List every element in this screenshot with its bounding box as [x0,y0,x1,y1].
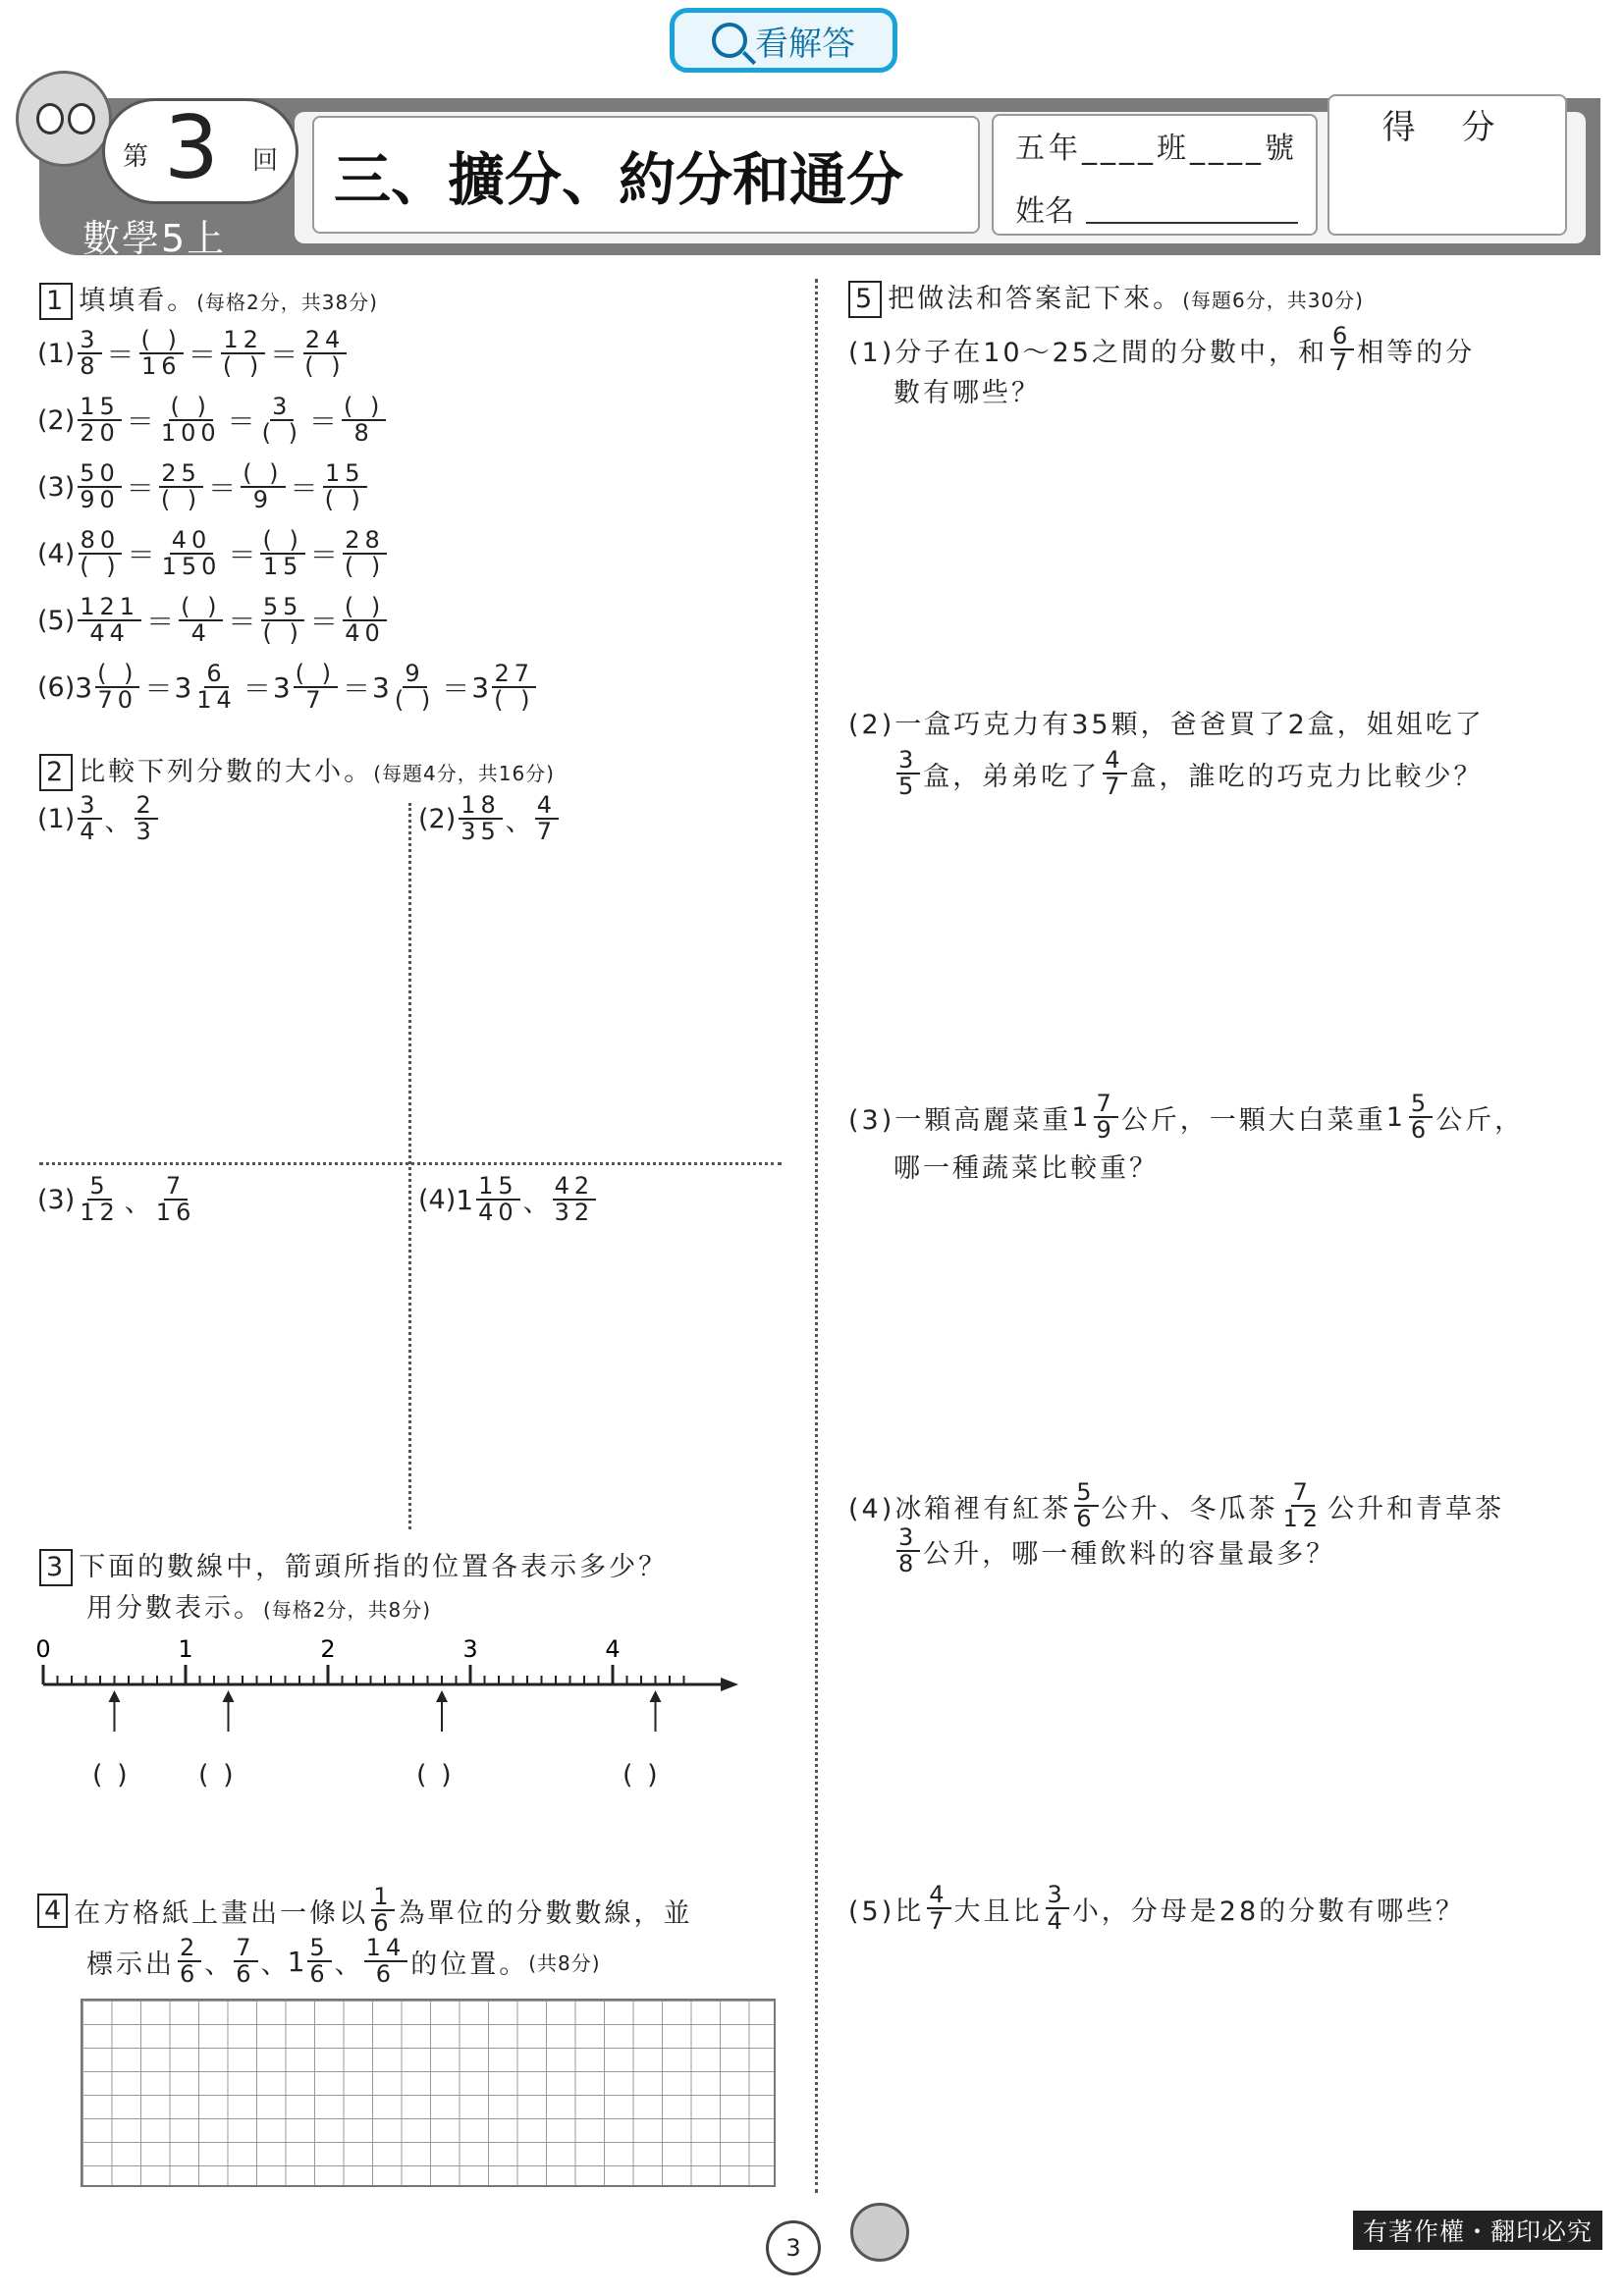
q4-fraction-denominator: 6 [375,1960,397,1989]
q2-item-label: (2) [418,803,457,834]
q1-fraction-numerator: 3 [272,393,293,420]
q4-fraction-denominator: 6 [309,1960,330,1989]
q1-fraction [156,461,206,512]
q1-fraction-denominator: 70 [97,686,138,715]
q1-prompt: 填填看。 [79,286,197,316]
q1-fraction-denominator: 40 [345,619,385,648]
q2-fraction-b [132,793,161,844]
q2-fraction-b [151,1174,201,1225]
q1-item-label: (2) [37,404,76,436]
q5-item-1-line2 [893,371,1041,409]
pointer-arrowhead [223,1690,235,1702]
q1-item-1 [37,328,351,379]
q2-fraction-a-denominator: 4 [80,818,100,846]
q4-fraction-whole: 1 [287,1945,305,1978]
pointer-arrowhead [650,1690,662,1702]
q1-fraction [299,328,350,379]
q1-fraction-numerator: 55 [262,593,303,620]
q1-fraction-whole: 3 [272,670,291,704]
equals-sign: ＝ [228,606,256,639]
q2-item-2 [418,793,562,844]
q2-fraction-a [456,793,506,844]
q1-fraction-numerator: 15 [324,459,365,487]
q5-item-4 [848,1480,1504,1531]
axis-tick-label: 0 [35,1635,51,1663]
separator: 、 [104,806,132,837]
q3-prompt2: 用分數表示。 [86,1593,263,1624]
equals-sign: ＝ [309,405,338,439]
q4-fraction-numerator: 5 [309,1934,330,1961]
q4-number: 4 [37,1894,68,1928]
q1-item-4 [37,528,390,579]
q4-unit-fraction: $\frac{1}{6}$ [373,1883,394,1938]
q2-fraction-a-numerator: 5 [89,1172,110,1200]
q4-subheading [86,1936,601,1987]
q2-item-label: (1) [37,803,76,834]
q2-heading [39,754,555,791]
q5-3-fraction-1: $\frac{7}{9}$ [1096,1090,1116,1145]
q1-fraction-numerator: ( ) [262,526,303,554]
q5-4-fraction-3: $\frac{3}{8}$ [898,1523,919,1578]
unit-badge [102,98,298,204]
class-info-box [992,114,1318,236]
q1-fraction [218,328,268,379]
unit-prefix: 第 [123,142,149,172]
q1-fraction-numerator: ( ) [243,459,284,487]
q1-fraction [176,595,226,646]
equals-sign: ＝ [146,606,175,639]
q5-3-text-d: 哪一種蔬菜比較重？ [893,1153,1159,1184]
view-answer-label: 看解答 [755,24,855,64]
q1-fraction-denominator: 8 [80,352,100,381]
q5-2-text-b: 盒，弟弟吃了 [923,761,1101,792]
q1-fraction-whole: 3 [174,670,192,704]
equals-sign: ＝ [343,672,371,706]
q1-item-2 [37,395,389,446]
q1-fraction [257,528,307,579]
q1-fraction [339,395,389,446]
q4-grid-paper[interactable] [81,1999,776,2187]
q5-3-text-c: 公斤， [1435,1104,1525,1136]
q1-fraction-denominator: ( ) [261,419,302,448]
q1-fraction [174,662,241,713]
q2-fraction-b-denominator: 16 [155,1199,196,1227]
q1-fraction-numerator: 6 [206,660,227,687]
q5-5-text-a: (5)比 [848,1896,925,1927]
q1-fraction-numerator: ( ) [140,326,182,353]
q1-fraction-numerator: 25 [161,459,201,487]
q5-2-fraction-2: $\frac{4}{7}$ [1105,746,1125,801]
answer-blank[interactable]: ( ) [416,1760,455,1790]
q2-fraction-a-numerator: 3 [80,791,100,819]
axis-tick-label: 3 [462,1635,478,1663]
q4-fraction [288,1936,335,1987]
q1-fraction-numerator: ( ) [181,593,222,620]
q5-1-text-b: 相等的分 [1357,337,1476,368]
q5-number: 5 [848,281,882,318]
q1-fraction [320,461,370,512]
q5-3-whole-1: 1 [1071,1101,1092,1133]
axis-tick-label: 1 [178,1635,193,1663]
footer-mascot-icon [850,2203,909,2262]
q1-fraction [257,595,307,646]
copyright-notice: 有著作權・翻印必究 [1353,2211,1602,2250]
q5-3-text-a: (3)一顆高麗菜重 [848,1104,1072,1136]
q5-5-text-c: 小，分母是28的分數有哪些？ [1071,1896,1466,1927]
q4-fraction-denominator: 6 [180,1960,200,1989]
q1-number: 1 [39,283,73,320]
equals-sign: ＝ [144,672,173,706]
q1-fraction-numerator: 3 [80,326,100,353]
q2-fraction-b-numerator: 4 [536,791,558,819]
q1-fraction-denominator: ( ) [394,686,436,715]
equals-sign: ＝ [126,472,154,506]
subject-label: 數學5上 [82,217,227,260]
q1-fraction [75,595,144,646]
view-answer-button[interactable] [670,8,897,73]
q5-5-text-b: 大且比 [953,1896,1043,1927]
q2-fraction-a-denominator: 40 [478,1199,518,1227]
q5-2-text-c: 盒，誰吃的巧克力比較少？ [1129,761,1484,792]
q5-1-text-c: 數有哪些？ [893,378,1041,408]
q1-fraction-numerator: ( ) [295,660,337,687]
q1-fraction-numerator: 121 [80,593,140,620]
q4-prompt-c: 標示出 [86,1949,175,1980]
q1-fraction-whole: 3 [75,670,93,704]
equals-sign: ＝ [127,539,155,572]
q2-item-label: (3) [37,1184,76,1215]
q5-2-text-a: (2)一盒巧克力有35顆，爸爸買了2盒，姐姐吃了 [848,710,1485,740]
q1-fraction-denominator: 20 [80,419,120,448]
q2-fraction-b-numerator: 7 [165,1172,187,1200]
q5-1-fraction: $\frac{6}{7}$ [1331,322,1353,377]
axis-tick-label: 2 [320,1635,336,1663]
q1-fraction [156,395,226,446]
q2-fraction-a [456,1174,522,1225]
q1-fraction [257,395,307,446]
q1-fraction [75,461,125,512]
q4-fraction-numerator: 2 [180,1934,200,1961]
q4-prompt-b: 為單位的分數數線，並 [398,1897,693,1929]
q1-fraction-denominator: ( ) [304,352,346,381]
equals-sign: ＝ [442,672,470,706]
equals-sign: ＝ [243,672,271,706]
q2-fraction-b-numerator: 2 [135,791,156,819]
q1-item-label: (6) [37,671,76,703]
q2-fraction-b-denominator: 7 [536,818,558,846]
q5-4-fraction-1: $\frac{5}{6}$ [1076,1478,1097,1533]
q1-fraction-denominator: ( ) [160,486,202,514]
q5-5-fraction-1: $\frac{4}{7}$ [929,1881,949,1936]
q3-number: 3 [39,1549,73,1586]
equals-sign: ＝ [188,339,216,372]
q1-fraction-denominator: 14 [196,686,237,715]
q1-fraction-denominator: 150 [161,553,222,581]
q1-fraction [75,395,125,446]
score-box [1327,94,1567,236]
q2-note: (每題4分，共16分) [373,762,555,785]
q1-fraction [75,328,104,379]
page-title: 三、擴分、約分和通分 [312,116,980,234]
q5-note: (每題6分，共30分) [1182,289,1364,312]
q1-fraction-denominator: ( ) [262,619,303,648]
q5-item-4-line2 [893,1525,1335,1576]
q1-item-label: (3) [37,471,76,503]
page-number: 3 [766,2220,821,2275]
equals-sign: ＝ [309,606,338,639]
q4-fraction-numerator: 7 [236,1934,256,1961]
q1-fraction-denominator: 9 [252,486,273,514]
q5-4-text-c: 公升和青草茶 [1327,1493,1505,1524]
pointer-arrowhead [109,1690,121,1702]
q2-fraction-b-denominator: 3 [135,818,156,846]
q1-fraction-denominator: 90 [80,486,120,514]
q4-prompt-a: 在方格紙上畫出一條以 [74,1897,369,1929]
q2-number: 2 [39,754,73,791]
q4-heading [37,1885,692,1936]
q3-subheading [86,1592,431,1626]
q1-fraction-denominator: ( ) [494,686,535,715]
unit-suffix: 回 [252,146,279,176]
score-label: 得 分 [1381,108,1513,147]
q1-item-label: (5) [37,605,76,636]
q1-fraction-numerator: 27 [494,660,535,687]
q2-prompt: 比較下列分數的大小。 [79,757,374,787]
q4-fraction-numerator: 14 [365,1934,406,1961]
mascot-icon [16,71,112,167]
magnifier-icon [712,23,747,58]
class-label: 五年____班____號 [1015,132,1298,166]
q1-item-6 [37,662,539,713]
q1-fraction [238,461,288,512]
q1-fraction-numerator: 40 [171,526,212,554]
q2-item-3 [37,1174,200,1225]
name-underline [1086,222,1298,224]
q5-item-3 [848,1092,1524,1143]
q1-fraction-denominator: ( ) [324,486,365,514]
q1-fraction-denominator: 44 [89,619,130,648]
q1-item-label: (1) [37,338,76,369]
q5-4-text-b: 公升、冬瓜茶 [1101,1493,1278,1524]
q1-fraction-numerator: 50 [80,459,120,487]
q1-fraction-numerator: ( ) [170,393,211,420]
q1-fraction-denominator: 100 [160,419,221,448]
q5-5-fraction-2: $\frac{3}{4}$ [1047,1881,1067,1936]
q2-fraction-a-numerator: 15 [478,1172,518,1200]
q2-fraction-b-numerator: 42 [554,1172,595,1200]
q4-note: (共8分) [528,1950,601,1975]
separator: 、 [124,1187,151,1218]
q1-fraction-numerator: ( ) [344,593,386,620]
q4-fraction [175,1936,204,1987]
q1-item-3 [37,461,370,512]
equals-sign: ＝ [208,472,237,506]
q1-fraction-whole: 3 [372,670,390,704]
q5-item-3-line2 [893,1147,1159,1185]
q1-fraction [372,662,440,713]
q2-horizontal-divider [39,1162,782,1165]
q2-item-label: (4) [418,1184,457,1215]
q1-fraction [273,662,341,713]
q2-fraction-a [75,1174,125,1225]
q5-item-2 [848,703,1485,741]
q1-fraction-numerator: 15 [80,393,120,420]
separator: 、 [260,1949,288,1980]
equals-sign: ＝ [270,339,298,372]
q1-fraction-denominator: 8 [353,419,374,448]
equals-sign: ＝ [126,405,154,439]
q1-fraction [75,662,142,713]
q1-fraction-denominator: 15 [262,553,303,581]
q5-4-text-d: 公升，哪一種飲料的容量最多？ [923,1538,1336,1570]
q1-fraction-denominator: ( ) [344,553,386,581]
q4-fraction-denominator: 6 [236,1960,256,1989]
q1-fraction [340,528,390,579]
q1-item-5 [37,595,390,646]
q1-heading [39,283,378,320]
answer-blank[interactable]: ( ) [198,1760,237,1790]
column-divider [815,279,818,2193]
q1-fraction-numerator: 80 [80,526,121,554]
axis-arrowhead [721,1678,738,1691]
q1-item-label: (4) [37,538,76,569]
q4-fraction [361,1936,411,1987]
q3-note: (每格2分，共8分) [263,1598,432,1622]
q4-fraction [231,1936,260,1987]
q5-3-text-b: 公斤，一顆大白菜重 [1120,1104,1386,1136]
q2-item-4 [418,1174,599,1225]
q5-item-2-line2 [893,748,1484,799]
q5-4-text-a: (4)冰箱裡有紅茶 [848,1493,1072,1524]
q5-1-text-a: (1)分子在10～25之間的分數中，和 [848,337,1327,368]
pointer-arrowhead [436,1690,448,1702]
q5-2-fraction-1: $\frac{3}{5}$ [898,746,919,801]
answer-blank[interactable]: ( ) [623,1760,661,1790]
q1-fraction-numerator: 28 [345,526,385,554]
q2-fraction-a-whole: 1 [456,1183,474,1216]
q5-prompt: 把做法和答案記下來。 [888,284,1183,314]
q5-4-fraction-2: $\frac{7}{12}$ [1282,1478,1324,1533]
q1-fraction-whole: 3 [471,670,490,704]
separator: 、 [334,1949,361,1980]
axis-tick-label: 4 [605,1635,621,1663]
equals-sign: ＝ [290,472,318,506]
equals-sign: ＝ [106,339,135,372]
q5-3-whole-2: 1 [1385,1101,1406,1133]
q1-fraction [471,662,539,713]
q1-fraction-numerator: ( ) [344,393,385,420]
q2-item-1 [37,793,161,844]
q5-3-fraction-2: $\frac{5}{6}$ [1410,1090,1432,1145]
q1-fraction [340,595,390,646]
q1-fraction-denominator: 16 [140,352,182,381]
q1-fraction-numerator: 9 [405,660,425,687]
q5-item-1 [848,324,1475,375]
q1-fraction-numerator: ( ) [97,660,138,687]
name-label: 姓名 [1015,194,1074,229]
q2-fraction-a-denominator: 12 [80,1199,120,1227]
separator: 、 [522,1187,550,1218]
q1-note: (每格2分，共38分) [196,291,378,314]
q1-fraction [75,528,125,579]
q1-fraction-denominator: ( ) [222,352,264,381]
q2-fraction-a-denominator: 35 [460,818,501,846]
unit-number: 3 [164,97,219,198]
q1-fraction-numerator: 12 [223,326,263,353]
q5-heading [848,281,1364,318]
equals-sign: ＝ [309,539,338,572]
separator: 、 [505,806,532,837]
q1-fraction-denominator: ( ) [80,553,121,581]
equals-sign: ＝ [228,539,256,572]
q2-fraction-a [75,793,104,844]
q2-fraction-b [550,1174,600,1225]
q2-fraction-a-numerator: 18 [460,791,501,819]
answer-blank[interactable]: ( ) [92,1760,131,1790]
q2-fraction-b-denominator: 32 [554,1199,595,1227]
q4-prompt-d: 的位置。 [410,1949,529,1980]
q1-fraction-denominator: 7 [305,686,326,715]
q1-fraction [157,528,227,579]
separator: 、 [204,1949,232,1980]
q3-prompt: 下面的數線中，箭頭所指的位置各表示多少？ [79,1552,669,1582]
q2-vertical-divider [408,803,411,1529]
q1-fraction-numerator: 24 [304,326,346,353]
q5-item-5 [848,1883,1465,1934]
q1-fraction [136,328,187,379]
q3-heading [39,1549,668,1586]
q1-fraction-denominator: 4 [190,619,211,648]
q2-fraction-b [532,793,562,844]
equals-sign: ＝ [227,405,255,439]
